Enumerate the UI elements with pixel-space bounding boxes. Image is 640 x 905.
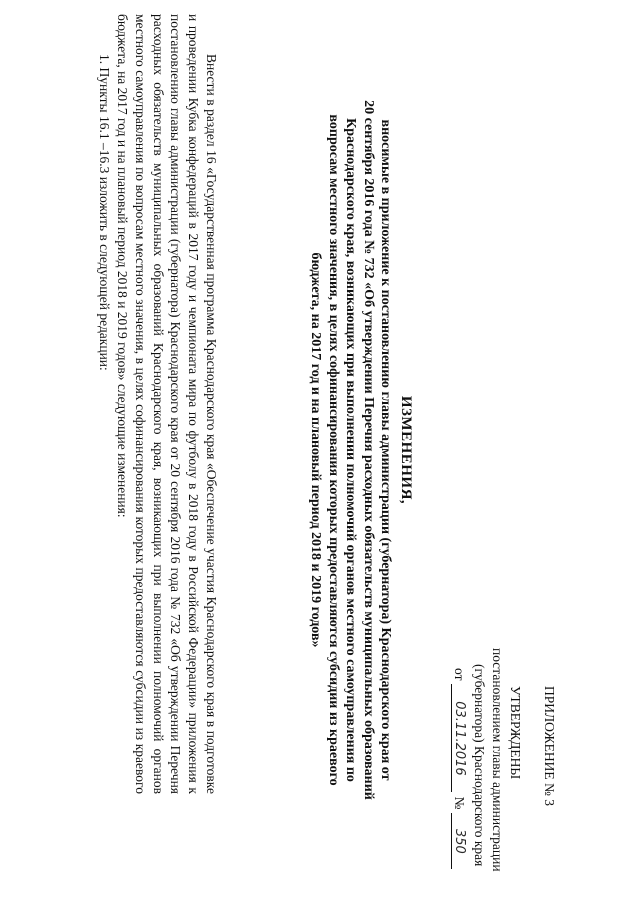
approved-label: УТВЕРЖДЕНЫ — [508, 686, 523, 780]
handwritten-number: 350 — [451, 813, 467, 869]
decree-date-line — [451, 668, 468, 869]
title-line: Краснодарского края, возникающих при выполнении полномочий органов местного самоуправления по — [343, 118, 359, 782]
title-line: 20 сентября 2016 года № 732 «Об утверждении Перечня расходных обязательств муниципальных образований — [361, 100, 376, 800]
date-prefix: от — [452, 668, 467, 681]
document-title — [307, 100, 414, 800]
title-line: бюджета, на 2017 год и на плановый период 2018 и 2019 годов» — [308, 252, 324, 648]
decree-authority-line1: постановлением главы администрации — [490, 648, 505, 872]
body-item-1: 1. Пункты 16.1 –16.3 изложить в следующей редакции: — [97, 54, 113, 371]
title-line: вносимые в приложение к постановлению главы администрации (губернатора) Краснодарского края от — [378, 119, 394, 781]
document-body — [95, 14, 220, 794]
handwritten-date: 03.11.2016 — [451, 684, 467, 792]
number-sign: № — [452, 796, 467, 810]
title-line: вопросам местного значения, в целях софинансирования которых предоставляются субсидии из краевого — [326, 114, 341, 786]
appendix-number: ПРИЛОЖЕНИЕ № 3 — [542, 686, 557, 807]
title-heading: ИЗМЕНЕНИЯ, — [398, 395, 414, 505]
decree-authority-line2: (губернатора) Краснодарского края — [472, 664, 487, 867]
body-paragraph: Внести в раздел 16 «Государственная программа Краснодарского края «Обеспечение участия Краснодарского края в подготовке и проведении Кубка конфедераций в 2017 году и чемпионата мира по футболу в 2018 году в Российской Федерации» приложения к постановлению главы администрации (губернатора) Краснодарского края от 20 сентября 2016 года № 732 «Об утверждении Перечня расходных обязательств муниципальных образований Краснодарского края, возникающих при выполнении полномочий органов местного самоуправления по вопросам местного значения, в целях софинансирования которых предоставляются субсидии из краевого бюджета, на 2017 год и на плановый период 2018 и 2019 годов» следующие изменения: — [115, 14, 219, 794]
